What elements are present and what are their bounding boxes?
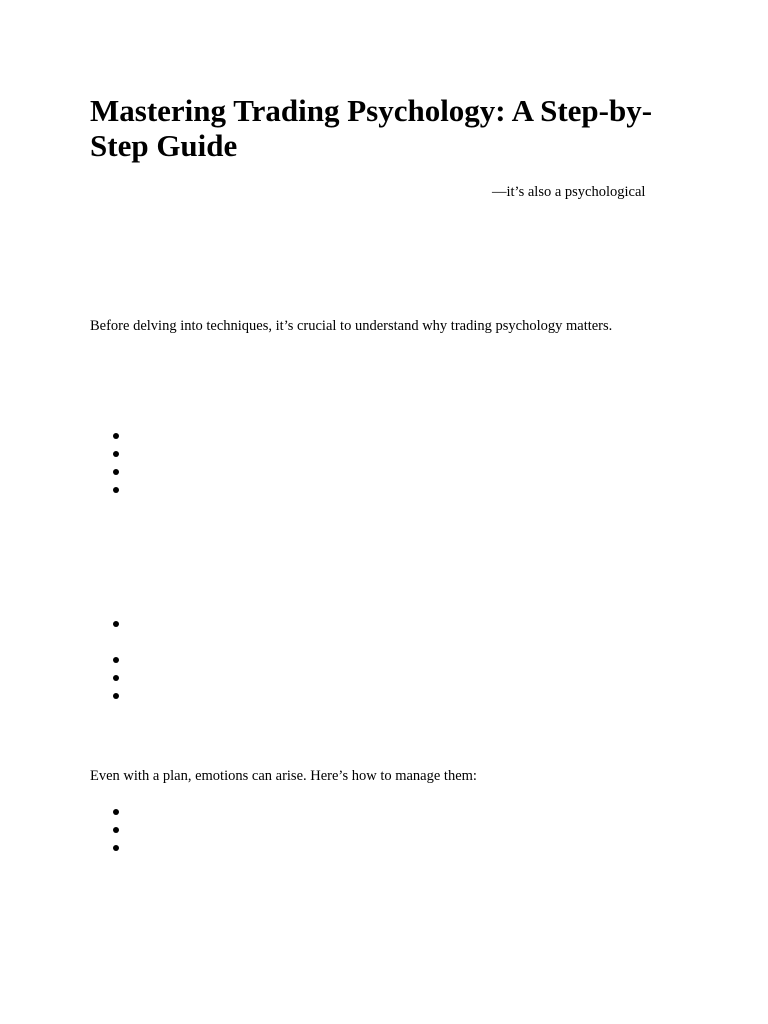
paragraph-emotions: Even with a plan, emotions can arise. Here’s how to manage them: bbox=[90, 768, 477, 784]
list-item bbox=[113, 827, 119, 833]
paragraph-intro: Before delving into techniques, it’s crucial to understand why trading psychology matters. bbox=[90, 318, 613, 334]
list-item bbox=[113, 845, 119, 851]
text-fragment: —it’s also a psychological bbox=[492, 184, 646, 200]
list-item bbox=[113, 809, 119, 815]
page-title: Mastering Trading Psychology: A Step-by-Step Guide bbox=[90, 93, 653, 163]
